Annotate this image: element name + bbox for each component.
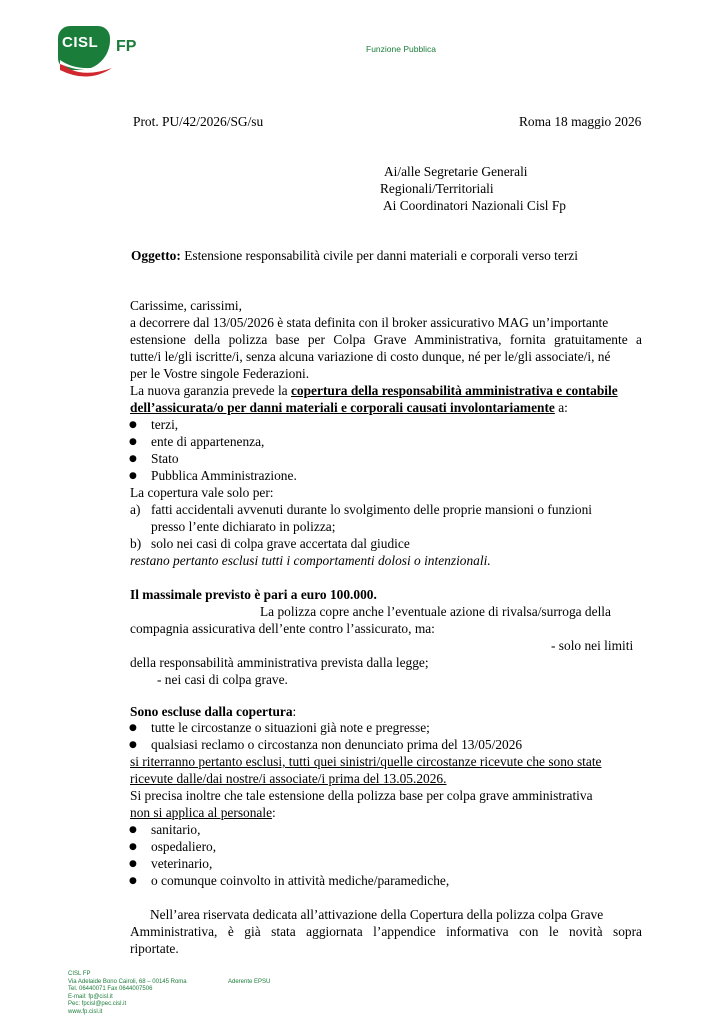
paragraph-line: riportate. (130, 941, 179, 956)
footer-website[interactable]: www.fp.cisl.it (68, 1008, 103, 1015)
list-item: o comunque coinvolto in attività mediche/paramediche, (151, 873, 450, 888)
list-marker: b) (130, 536, 142, 551)
footer-pec[interactable]: Pec: fpcisl@pec.cisl.it (68, 1001, 127, 1008)
bullet-icon: ● (129, 876, 137, 886)
footer-affiliation: Aderente EPSU (228, 979, 271, 985)
subject-label: Oggetto: (131, 248, 181, 263)
emphasis-text: copertura della responsabilità amministrativa e contabile (290, 383, 618, 398)
paragraph-line: Amministrativa, è già stata aggiornata l’appendice informativa con le novità sopra (130, 924, 642, 939)
greeting: Carissime, carissimi, (130, 298, 242, 313)
list-marker: a) (130, 502, 141, 517)
list-item: qualsiasi reclamo o circostanza non denunciato prima del 13/05/2026 (151, 737, 523, 752)
text-fragment: La nuova garanzia prevede la (130, 383, 291, 398)
paragraph-line: Si precisa inoltre che tale estensione della polizza base per colpa grave amministrativa (130, 788, 593, 803)
subject-text: Estensione responsabilità civile per danni materiali e corporali verso terzi (184, 248, 578, 263)
recipient-line: Regionali/Territoriali (380, 181, 494, 196)
paragraph-line (130, 805, 276, 822)
bullet-icon: ● (129, 471, 137, 481)
list-item: Pubblica Amministrazione. (151, 468, 297, 483)
paragraph-line (130, 383, 618, 400)
list-item: ente di appartenenza, (151, 434, 265, 449)
emphasis-text: dell’assicurata/o per danni materiali e corporali causati involontariamente (130, 400, 555, 415)
subject-line (131, 248, 578, 265)
footer-contacts (68, 971, 187, 1017)
footer-line: Via Adelaide Bono Cairoli, 68 – 00145 Roma (68, 978, 187, 985)
paragraph-line: - nei casi di colpa grave. (157, 672, 288, 687)
logo-text: CISL (62, 34, 99, 51)
recipient-line: Ai/alle Segretarie Generali (384, 164, 528, 179)
paragraph-line: - solo nei limiti (551, 638, 634, 653)
footer-line: CISL FP (68, 971, 91, 977)
paragraph-line: La polizza copre anche l’eventuale azione di rivalsa/surroga della (260, 604, 611, 619)
list-item: solo nei casi di colpa grave accertata dal giudice (151, 536, 410, 551)
bullet-icon: ● (129, 723, 137, 733)
list-item: fatti accidentali avvenuti durante lo svolgimento delle proprie mansioni o funzioni (151, 502, 593, 517)
paragraph-line (130, 400, 568, 417)
paragraph-line: della responsabilità amministrativa prevista dalla legge; (130, 655, 429, 670)
paragraph-line: per le Vostre singole Federazioni. (130, 366, 310, 381)
paragraph-line: a decorrere dal 13/05/2026 è stata definita con il broker assicurativo MAG un’importante (130, 315, 609, 330)
footer-line: Tel. 06440071 Fax 0644007506 (68, 986, 153, 993)
bullet-icon: ● (129, 842, 137, 852)
paragraph-line: ricevute dalle/dai nostre/i associate/i prima del 13.05.2026. (130, 771, 447, 786)
emphasis-text: non si applica al personale (130, 805, 273, 820)
place-date: Roma 18 maggio 2026 (519, 114, 642, 129)
list-item: presso l’ente dichiarato in polizza; (151, 519, 336, 534)
paragraph-line: compagnia assicurativa dell’ente contro l’assicurato, ma: (130, 621, 435, 636)
text-fragment: a: (554, 400, 568, 415)
bullet-icon: ● (129, 859, 137, 869)
text-fragment: : (272, 805, 276, 820)
massimale-line: Il massimale previsto è pari a euro 100.000. (130, 587, 377, 602)
header-tagline: Funzione Pubblica (366, 44, 436, 54)
exclusion-note: restano pertanto esclusi tutti i comportamenti dolosi o intenzionali. (130, 553, 491, 568)
paragraph-line: Nell’area riservata dedicata all’attivazione della Copertura della polizza colpa Grave (150, 907, 604, 922)
text-fragment: : (292, 704, 297, 719)
list-item: tutte le circostanze o situazioni già note e pregresse; (151, 720, 430, 735)
list-item: veterinario, (151, 856, 213, 871)
cisl-fp-logo (58, 20, 198, 80)
paragraph-line: estensione della polizza base per Colpa Grave Amministrativa, fornita gratuitamente a (130, 332, 642, 347)
bullet-icon: ● (129, 454, 137, 464)
bullet-icon: ● (129, 740, 137, 750)
paragraph-line: La copertura vale solo per: (130, 485, 274, 500)
list-item: Stato (151, 451, 179, 466)
heading-text: Sono escluse dalla copertura (130, 704, 293, 719)
exclusions-heading (130, 704, 296, 721)
bullet-icon: ● (129, 825, 137, 835)
paragraph-line: si riterranno pertanto esclusi, tutti quei sinistri/quelle circostanze ricevute che sono state (130, 754, 602, 769)
footer-email[interactable]: E-mail: fp@cisl.it (68, 993, 113, 1000)
list-item: terzi, (151, 417, 179, 432)
protocol-number: Prot. PU/42/2026/SG/su (133, 114, 264, 129)
logo-swoosh-icon (58, 58, 114, 80)
logo-suffix: FP (116, 38, 137, 55)
bullet-icon: ● (129, 420, 137, 430)
bullet-icon: ● (129, 437, 137, 447)
list-item: ospedaliero, (151, 839, 217, 854)
paragraph-line: tutte/i le/gli iscritte/i, senza alcuna variazione di costo dunque, né per le/gli associate/i, né (130, 349, 611, 364)
list-item: sanitario, (151, 822, 201, 837)
recipient-line: Ai Coordinatori Nazionali Cisl Fp (383, 198, 566, 213)
